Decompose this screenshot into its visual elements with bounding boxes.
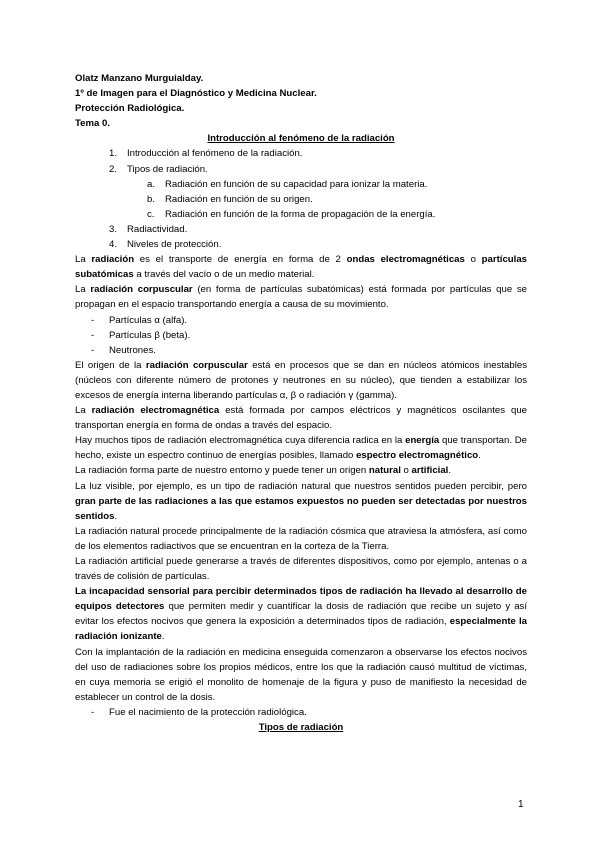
toc-item [75, 237, 527, 252]
toc-item [75, 222, 527, 237]
toc-sub-letter: a. [147, 178, 156, 190]
toc-sub-label: Radiación en función de su origen. [165, 193, 313, 205]
paragraph-visible-light: La luz visible, por ejemplo, es un tipo de radiación natural que nuestros sentidos pueden percibir, pero gran parte de las radiaciones a las que estamos expuestos no pueden ser detectadas por nuestros sentidos. [75, 480, 527, 522]
toc-number: 4. [109, 239, 118, 251]
paragraph-spectrum: Hay muchos tipos de radiación electromagnética cuya diferencia radica en la energía que transportan. De hecho, existe un espectro continuo de energías posibles, llamado espectro electromagnético. [75, 435, 528, 462]
topic-line: Tema 0. [75, 118, 111, 130]
toc-sublist [75, 177, 527, 222]
toc-label: Radiactividad. [127, 223, 188, 235]
dash-bullet: - [91, 314, 95, 326]
list-item: - Partículas β (beta). [75, 328, 527, 343]
toc-sub-label: Radiación en función de su capacidad para ionizar la materia. [165, 178, 428, 190]
particle-list [75, 313, 527, 358]
paragraph-corpuscular-origin: El origen de la radiación corpuscular está en procesos que se dan en núcleos atómicos inestables (núcleos con diferente número de protones y neutrones en su núcleo), que tienden a estabilizar los excesos de energía interna liberando partículas α, β o radiación γ (gamma). [75, 359, 527, 401]
list-item: - Fue el nacimiento de la protección radiológica. [75, 705, 527, 720]
toc-sub-label: Radiación en función de la forma de propagación de la energía. [165, 208, 436, 220]
paragraph-radiation-definition: La radiación es el transporte de energía en forma de 2 ondas electromagnéticas o partículas subatómicas a través del vacío o de un medio material. [75, 254, 527, 281]
paragraph-medicine: Con la implantación de la radiación en medicina enseguida comenzaron a observarse los efectos nocivos del uso de radiaciones sobre los propios médicos, entre los que la radiación causó multitud de víctimas, en cuya memoria se erigió el monolito de homenaje de la figura y puso de manifiesto la necesidad de establecer un control de la dosis. [75, 646, 527, 703]
list-item: - Neutrones. [75, 343, 527, 358]
toc-subitem [75, 207, 527, 222]
toc-sub-letter: c. [147, 208, 155, 220]
toc-label: Tipos de radiación. [127, 163, 208, 175]
paragraph-natural-radiation: La radiación natural procede principalmente de la radiación cósmica que atraviesa la atmósfera, así como de los elementos radiactivos que se encuentran en la corteza de la Tierra. [75, 525, 527, 552]
toc-sub-letter: b. [147, 193, 156, 205]
final-list [75, 705, 527, 720]
paragraph-detectors: La incapacidad sensorial para percibir determinados tipos de radiación ha llevado al desarrollo de equipos detectores que permiten medir y cuantificar la dosis de radiación que recibe un sujeto y así evitar los efectos nocivos que genera la exposición a determinados tipos de radiación, especialmente la radiación ionizante. [75, 586, 528, 643]
paragraph-origin: La radiación forma parte de nuestro entorno y puede tener un origen natural o artificial. [75, 465, 452, 477]
toc-number: 2. [109, 163, 118, 175]
section-title: Introducción al fenómeno de la radiación [207, 133, 395, 145]
paragraph-corpuscular: La radiación corpuscular (en forma de partículas subatómicas) está formada por partículas que se propagan en el espacio transportando energía a causa de su movimiento. [75, 284, 528, 311]
list-item: - Partículas α (alfa). [75, 313, 527, 328]
document-body [75, 71, 527, 735]
toc-item [75, 162, 527, 222]
subject-line: Protección Radiológica. [75, 103, 185, 115]
toc-number: 1. [109, 148, 118, 160]
toc-number: 3. [109, 223, 118, 235]
dash-bullet: - [91, 329, 95, 341]
author-line: Olatz Manzano Murguialday. [75, 73, 204, 84]
dash-bullet: - [91, 344, 95, 356]
paragraph-artificial-radiation: La radiación artificial puede generarse a través de diferentes dispositivos, como por ejemplo, antenas o a través de colisión de partículas. [75, 556, 527, 583]
page-number: 1 [518, 799, 524, 810]
toc-subitem [75, 192, 527, 207]
toc-item [75, 146, 527, 161]
dash-bullet: - [91, 706, 95, 718]
toc-subitem [75, 177, 527, 192]
toc-label: Niveles de protección. [127, 239, 222, 251]
paragraph-electromagnetic: La radiación electromagnética está formada por campos eléctricos y magnéticos oscilantes que transportan energía en forma de ondas a través del espacio. [75, 405, 527, 432]
toc-label: Introducción al fenómeno de la radiación. [127, 148, 303, 160]
course-line: 1º de Imagen para el Diagnóstico y Medicina Nuclear. [75, 88, 317, 100]
section-title-types: Tipos de radiación [258, 722, 344, 734]
table-of-contents [75, 146, 527, 252]
